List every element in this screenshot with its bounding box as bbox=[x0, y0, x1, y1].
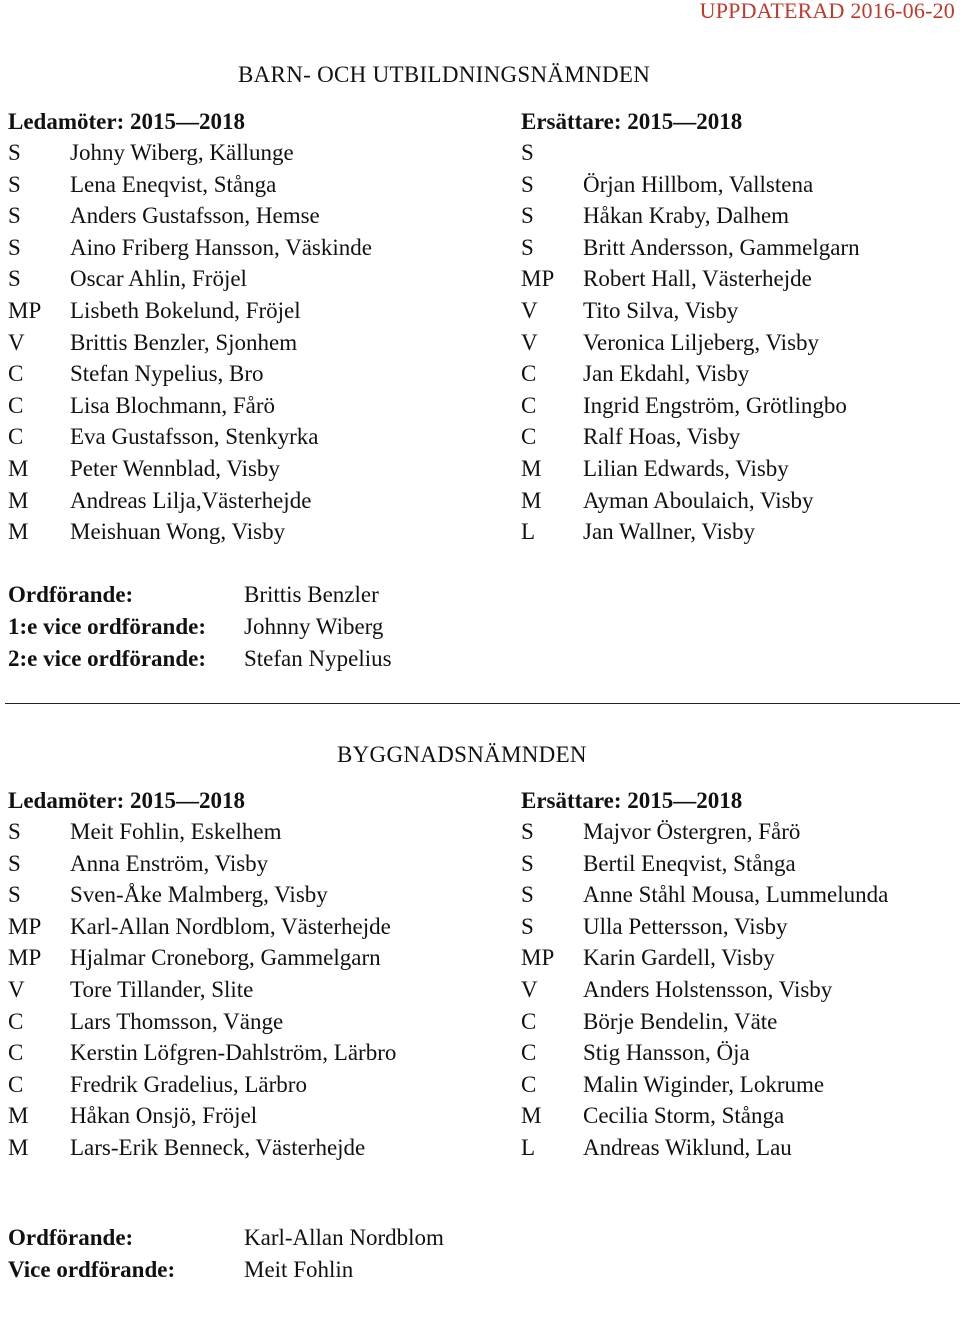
member-name: Veronica Liljeberg, Visby bbox=[583, 329, 820, 355]
member-name: Ayman Aboulaich, Visby bbox=[583, 487, 814, 513]
party-code: S bbox=[8, 234, 21, 260]
party-code: S bbox=[8, 203, 21, 229]
party-code: C bbox=[521, 361, 537, 387]
party-code: C bbox=[521, 1008, 537, 1034]
member-name: Johny Wiberg, Källunge bbox=[70, 140, 294, 165]
member-name: Ingrid Engström, Grötlingbo bbox=[583, 392, 847, 418]
party-code: M bbox=[8, 1135, 29, 1160]
member-name: Stig Hansson, Öja bbox=[583, 1040, 750, 1066]
party-code: MP bbox=[8, 913, 42, 939]
member-name: Oscar Ahlin, Fröjel bbox=[70, 266, 247, 292]
member-name: Lisa Blochmann, Fårö bbox=[70, 392, 276, 418]
role-holder: Johnny Wiberg bbox=[244, 614, 384, 639]
party-code: V bbox=[8, 329, 25, 355]
role-label: Ordförande: bbox=[8, 582, 134, 607]
member-name: Karin Gardell, Visby bbox=[583, 945, 775, 971]
member-name: Lilian Edwards, Visby bbox=[583, 456, 789, 481]
party-code: S bbox=[8, 266, 21, 292]
party-code: C bbox=[8, 1071, 24, 1097]
member-name: Lars Thomsson, Vänge bbox=[70, 1008, 284, 1034]
member-name: Jan Ekdahl, Visby bbox=[583, 361, 750, 387]
party-code: M bbox=[8, 1103, 29, 1129]
member-name: Robert Hall, Västerhejde bbox=[583, 266, 812, 292]
party-code: MP bbox=[521, 266, 555, 292]
member-name: Hjalmar Croneborg, Gammelgarn bbox=[70, 945, 381, 971]
role-label: 2:e vice ordförande: bbox=[8, 646, 206, 671]
party-code: S bbox=[8, 882, 21, 908]
updated-date: UPPDATERAD 2016-06-20 bbox=[699, 0, 955, 23]
member-name: Jan Wallner, Visby bbox=[583, 519, 755, 545]
member-name: Börje Bendelin, Väte bbox=[583, 1008, 778, 1034]
member-name: Håkan Onsjö, Fröjel bbox=[70, 1103, 258, 1129]
party-code: L bbox=[521, 519, 536, 545]
member-name: Örjan Hillbom, Vallstena bbox=[583, 171, 814, 197]
member-name: Bertil Eneqvist, Stånga bbox=[583, 850, 796, 876]
party-code: M bbox=[8, 456, 29, 481]
party-code: S bbox=[521, 913, 534, 939]
party-code: S bbox=[521, 171, 534, 197]
party-code: MP bbox=[8, 945, 42, 971]
party-code: S bbox=[521, 140, 534, 165]
member-name: Andreas Lilja,Västerhejde bbox=[70, 487, 312, 513]
member-name: Meit Fohlin, Eskelhem bbox=[70, 819, 282, 844]
party-code: C bbox=[521, 1040, 537, 1066]
member-name: Lisbeth Bokelund, Fröjel bbox=[70, 298, 301, 323]
party-code: MP bbox=[8, 298, 42, 323]
member-name: Anders Holstensson, Visby bbox=[583, 977, 833, 1002]
barn-ledamoter-header: Ledamöter: 2015—2018 bbox=[8, 109, 245, 134]
party-code: C bbox=[8, 424, 24, 450]
party-code: S bbox=[521, 819, 534, 844]
member-name: Malin Wiginder, Lokrume bbox=[583, 1071, 825, 1097]
party-code: C bbox=[521, 1071, 537, 1097]
barn-ersattare-header: Ersättare: 2015—2018 bbox=[521, 109, 743, 134]
party-code: C bbox=[521, 424, 537, 450]
member-name: Andreas Wiklund, Lau bbox=[583, 1135, 792, 1160]
member-name: Aino Friberg Hansson, Väskinde bbox=[70, 234, 372, 260]
role-label: Vice ordförande: bbox=[8, 1257, 176, 1282]
role-holder: Meit Fohlin bbox=[244, 1257, 354, 1282]
member-name: Tore Tillander, Slite bbox=[70, 977, 254, 1002]
member-name: Tito Silva, Visby bbox=[583, 298, 739, 323]
party-code: L bbox=[521, 1135, 536, 1160]
party-code: V bbox=[521, 298, 538, 323]
party-code: M bbox=[8, 519, 29, 545]
member-name: Sven-Åke Malmberg, Visby bbox=[70, 882, 328, 908]
member-name: Cecilia Storm, Stånga bbox=[583, 1103, 785, 1129]
section-divider bbox=[5, 703, 960, 704]
party-code: S bbox=[521, 850, 534, 876]
party-code: C bbox=[8, 1040, 24, 1066]
party-code: M bbox=[8, 487, 29, 513]
role-holder: Brittis Benzler bbox=[244, 582, 379, 607]
party-code: S bbox=[8, 850, 21, 876]
party-code: M bbox=[521, 1103, 542, 1129]
member-name: Kerstin Löfgren-Dahlström, Lärbro bbox=[70, 1040, 397, 1066]
section-title-barn: BARN- OCH UTBILDNINGSNÄMNDEN bbox=[238, 62, 651, 87]
party-code: C bbox=[8, 361, 24, 387]
member-name: Majvor Östergren, Fårö bbox=[583, 819, 801, 844]
member-name: Brittis Benzler, Sjonhem bbox=[70, 329, 298, 355]
member-name: Stefan Nypelius, Bro bbox=[70, 361, 264, 387]
party-code: M bbox=[521, 487, 542, 513]
party-code: C bbox=[8, 392, 24, 418]
bygg-ledamoter-header: Ledamöter: 2015—2018 bbox=[8, 788, 245, 813]
party-code: S bbox=[521, 203, 534, 229]
party-code: MP bbox=[521, 945, 555, 971]
party-code: S bbox=[8, 140, 21, 165]
role-label: 1:e vice ordförande: bbox=[8, 614, 206, 639]
party-code: V bbox=[8, 977, 25, 1002]
party-code: S bbox=[521, 234, 534, 260]
party-code: M bbox=[521, 456, 542, 481]
party-code: C bbox=[8, 1008, 24, 1034]
party-code: C bbox=[521, 392, 537, 418]
party-code: S bbox=[8, 171, 21, 197]
member-name: Håkan Kraby, Dalhem bbox=[583, 203, 790, 229]
member-name: Anders Gustafsson, Hemse bbox=[70, 203, 320, 229]
member-name: Fredrik Gradelius, Lärbro bbox=[70, 1071, 307, 1097]
section-title-bygg: BYGGNADSNÄMNDEN bbox=[337, 742, 587, 767]
member-name: Ulla Pettersson, Visby bbox=[583, 913, 788, 939]
party-code: S bbox=[8, 819, 21, 844]
member-name: Ralf Hoas, Visby bbox=[583, 424, 741, 450]
member-name: Lena Eneqvist, Stånga bbox=[70, 171, 277, 197]
member-name: Peter Wennblad, Visby bbox=[70, 456, 280, 481]
member-name: Anna Enström, Visby bbox=[70, 850, 269, 876]
bygg-ersattare-header: Ersättare: 2015—2018 bbox=[521, 788, 743, 813]
member-name: Meishuan Wong, Visby bbox=[70, 519, 286, 545]
role-holder: Karl-Allan Nordblom bbox=[244, 1225, 444, 1250]
member-name: Eva Gustafsson, Stenkyrka bbox=[70, 424, 319, 450]
party-code: V bbox=[521, 977, 538, 1002]
member-name: Karl-Allan Nordblom, Västerhejde bbox=[70, 913, 391, 939]
role-label: Ordförande: bbox=[8, 1225, 134, 1250]
party-code: V bbox=[521, 329, 538, 355]
member-name: Britt Andersson, Gammelgarn bbox=[583, 234, 860, 260]
member-name: Anne Ståhl Mousa, Lummelunda bbox=[583, 882, 889, 908]
member-name: Lars-Erik Benneck, Västerhejde bbox=[70, 1135, 366, 1160]
role-holder: Stefan Nypelius bbox=[244, 646, 392, 671]
party-code: S bbox=[521, 882, 534, 908]
